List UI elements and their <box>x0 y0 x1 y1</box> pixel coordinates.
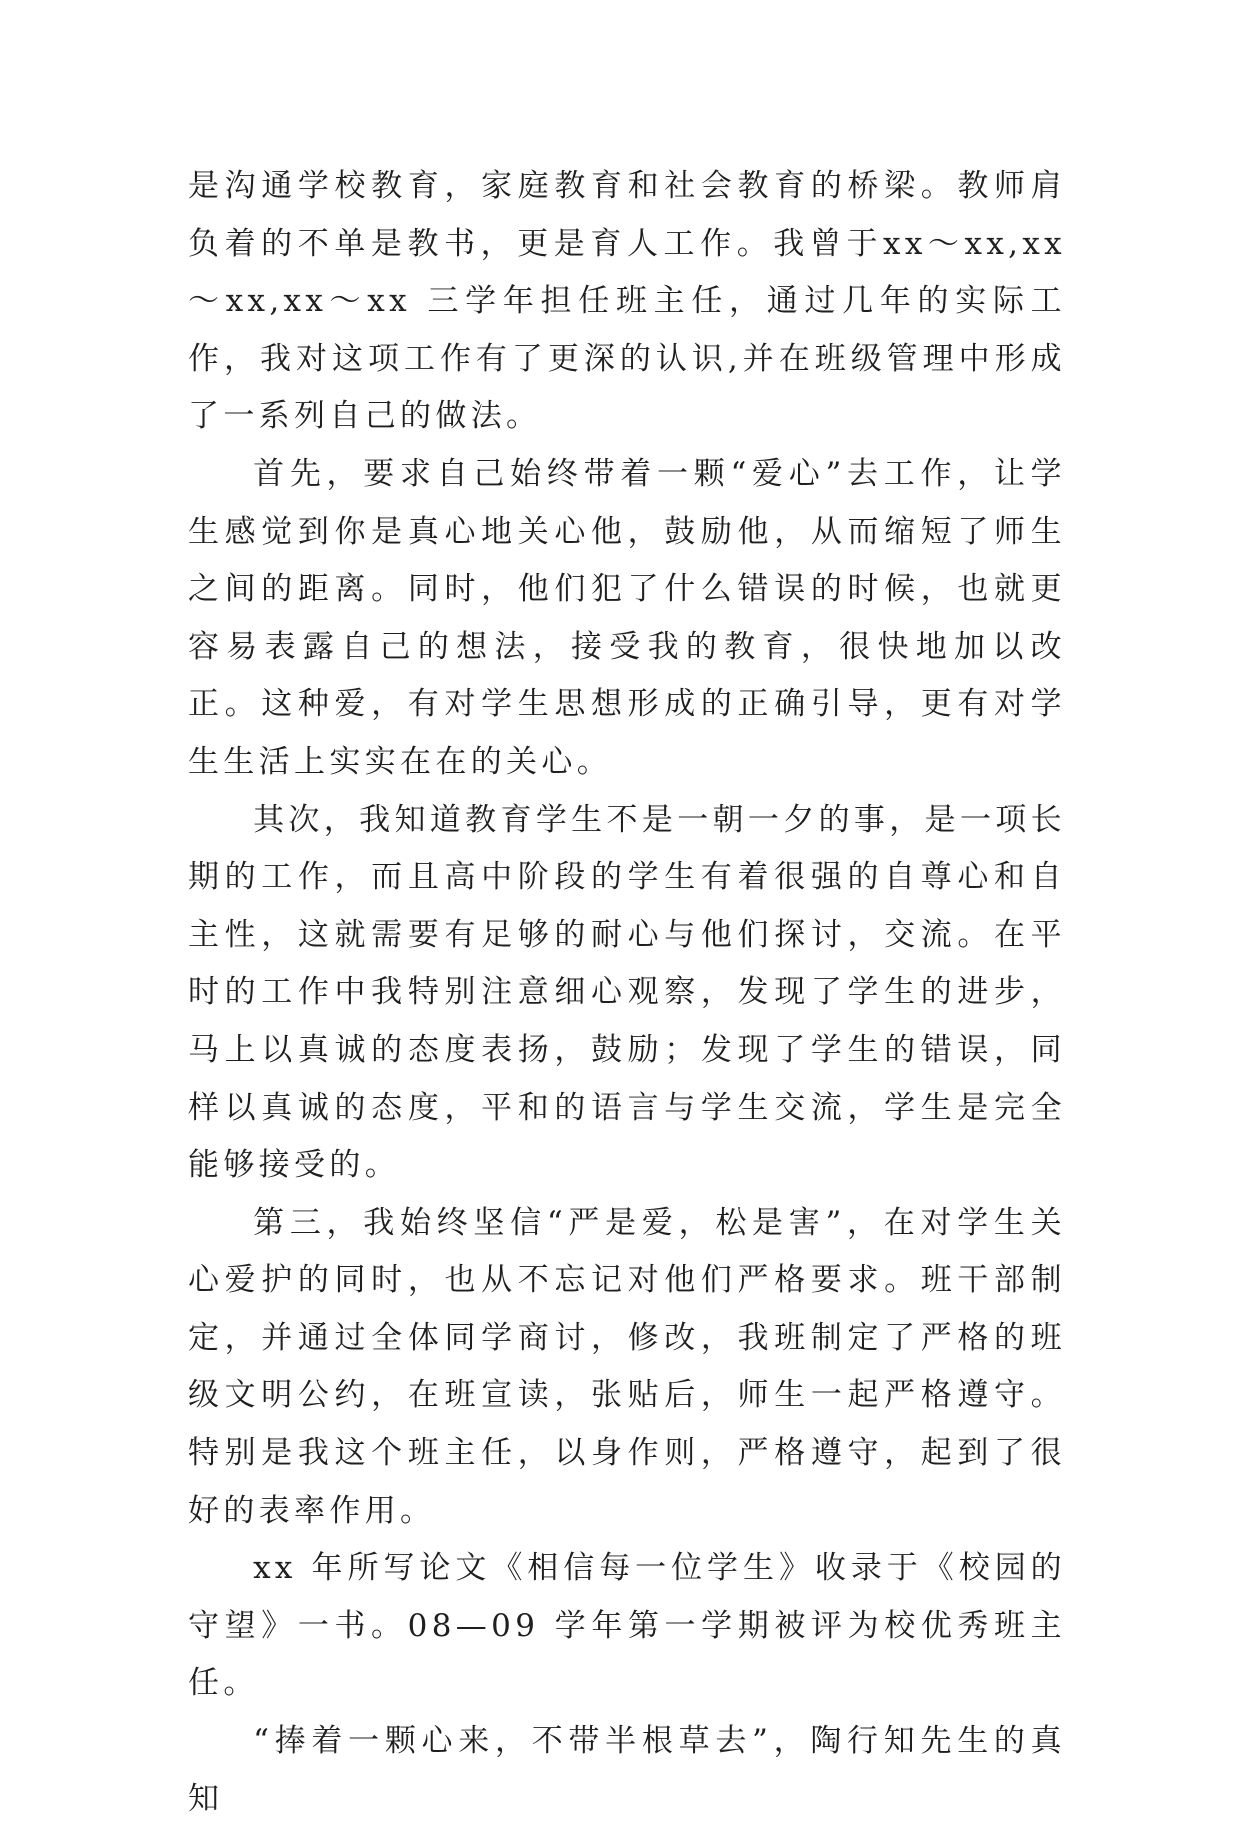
paragraph-6: “捧着一颗心来，不带半根草去”，陶行知先生的真知 <box>188 1723 1066 1817</box>
body-text <box>188 158 1066 1828</box>
paragraph-4: 第三，我始终坚信“严是爱，松是害”，在对学生关心爱护的同时，也从不忘记对他们严格要求。班干部制定，并通过全体同学商讨，修改，我班制定了严格的班级文明公约，在班宣读，张贴后，师生一起严格遵守。特别是我这个班主任，以身作则，严格遵守，起到了很好的表率作用。 <box>188 1204 1066 1529</box>
paragraph-5: xx 年所写论文《相信每一位学生》收录于《校园的守望》一书。08—09 学年第一学期被评为校优秀班主任。 <box>188 1550 1066 1702</box>
paragraph-3: 其次，我知道教育学生不是一朝一夕的事，是一项长期的工作，而且高中阶段的学生有着很强的自尊心和自主性，这就需要有足够的耐心与他们探讨，交流。在平时的工作中我特别注意细心观察，发现了学生的进步，马上以真诚的态度表扬，鼓励；发现了学生的错误，同样以真诚的态度，平和的语言与学生交流，学生是完全能够接受的。 <box>188 801 1066 1184</box>
paragraph-2: 首先，要求自己始终带着一颗“爱心”去工作，让学生感觉到你是真心地关心他，鼓励他，从而缩短了师生之间的距离。同时，他们犯了什么错误的时候，也就更容易表露自己的想法，接受我的教育，很快地加以改正。这种爱，有对学生思想形成的正确引导，更有对学生生活上实实在在的关心。 <box>188 455 1066 780</box>
paragraph-1: 是沟通学校教育，家庭教育和社会教育的桥梁。教师肩负着的不单是教书，更是育人工作。我曾于xx～xx,xx～xx,xx～xx 三学年担任班主任，通过几年的实际工作，我对这项工作有了更深的认识,并在班级管理中形成了一系列自己的做法。 <box>188 168 1066 435</box>
